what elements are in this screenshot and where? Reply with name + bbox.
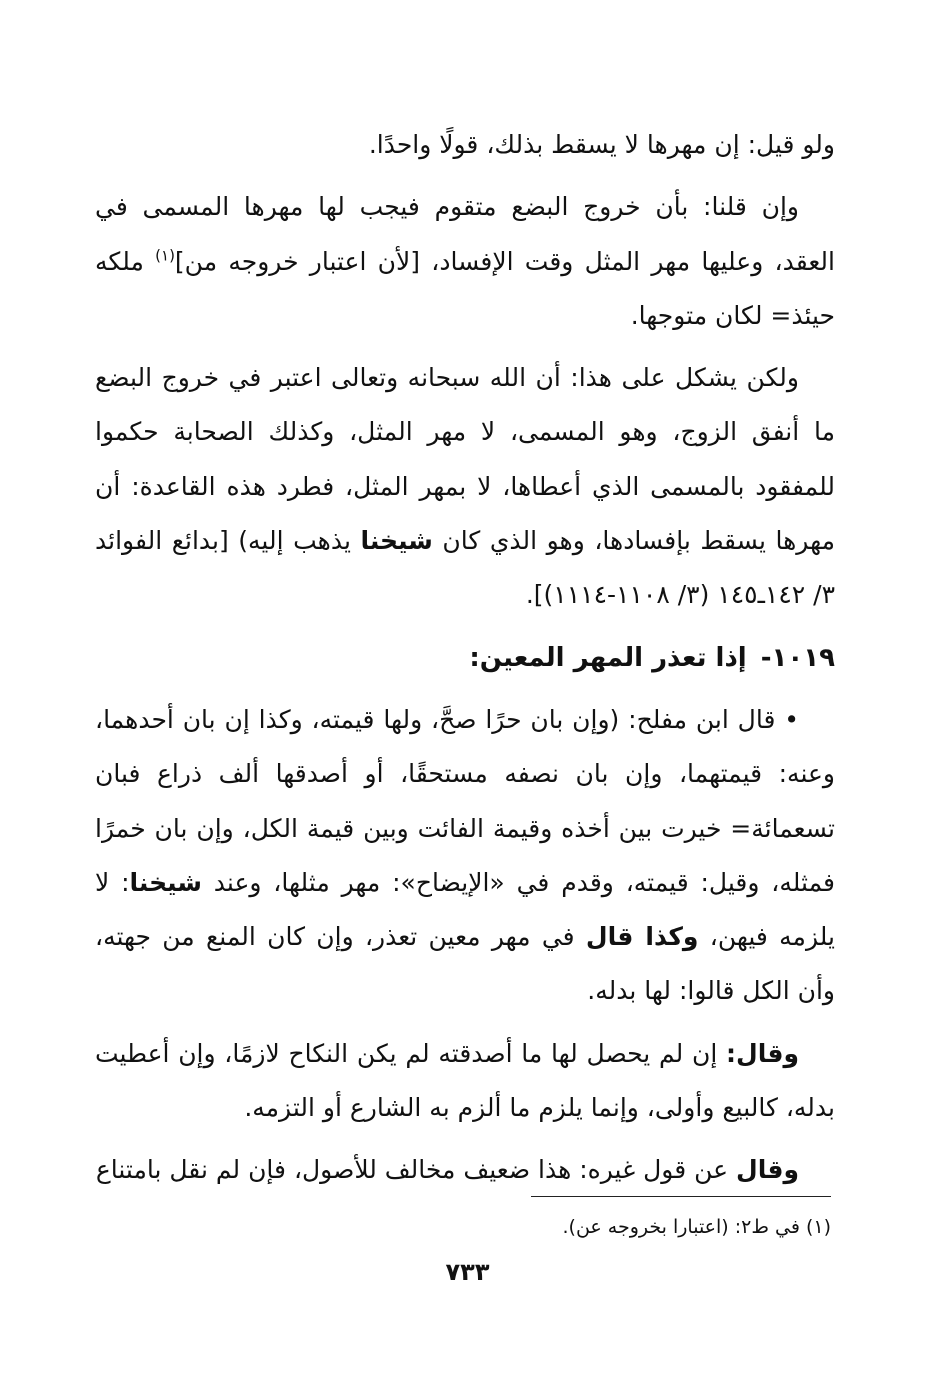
footnote-divider xyxy=(531,1196,831,1197)
paragraph-4-bold-b: وكذا قال xyxy=(585,922,699,952)
footnote-reference[interactable]: (١) xyxy=(155,246,175,265)
paragraph-4 xyxy=(95,693,835,1019)
paragraph-4-bold-a: شيخنا xyxy=(129,867,202,897)
page-number: ٧٣٣ xyxy=(445,1258,490,1286)
paragraph-5-bold: وقال: xyxy=(726,1038,799,1068)
footnote-text: (١) في ط٢: (اعتبارا بخروجه عن). xyxy=(562,1216,831,1238)
paragraph-2 xyxy=(95,180,835,343)
paragraph-3-text-a: ولكن يشكل على هذا: أن الله سبحانه وتعالى اعتبر في خروج البضع ما أنفق الزوج، وهو المسمى، لا مهر المثل، وكذلك الصحابة حكموا للمفقود بالمسمى الذي أعطاها، لا بمهر المثل، فطرد هذه القاعدة: أن مهرها يسقط بإفسادها، وهو الذي كان xyxy=(95,363,836,556)
section-title: إذا تعذر المهر المعين: xyxy=(469,642,747,673)
paragraph-2-text-b: ملكه حيئذ= لكان متوجها. xyxy=(95,246,835,330)
paragraph-6 xyxy=(95,1143,835,1197)
paragraph-4-text-c: في مهر معين تعذر، وإن كان المنع من جهته، وأن الكل قالوا: لها بدله. xyxy=(95,922,835,1006)
paragraph-5 xyxy=(95,1027,835,1136)
paragraph-1-text: ولو قيل: إن مهرها لا يسقط بذلك، قولًا واحدًا. xyxy=(368,130,835,159)
paragraph-3-text-b: يذهب إليه) [بدائع الفوائد ٣/ ١٤٢ـ١٤٥ (٣/ ١١٠٨-١١١٤)]. xyxy=(95,526,835,610)
footnote xyxy=(100,1210,831,1244)
section-heading xyxy=(95,631,835,685)
paragraph-1 xyxy=(95,118,835,172)
paragraph-4-text-b: : لا يلزمه فيهن، xyxy=(95,867,835,952)
section-number: ١٠١٩- xyxy=(760,642,835,673)
paragraph-4-text-a: • قال ابن مفلح: (وإن بان حرًا صحَّ، ولها قيمته، وكذا إن بان أحدهما، وعنه: قيمتهما، وإن بان نصفه مستحقًا، أو أصدقها ألف ذراع فبان تسعمائة= خيرت بين أخذه وقيمة الفائت وبين قيمة الكل، وإن بان خمرًا فمثله، وقيل: قيمته، وقدم في «الإيضاح»: مهر مثلها، وعند xyxy=(95,704,835,897)
paragraph-2-text-a: وإن قلنا: بأن خروج البضع متقوم فيجب لها مهرها المسمى في العقد، وعليها مهر المثل وقت الإفساد، [لأن اعتبار خروجه من] xyxy=(95,192,835,276)
main-text-block xyxy=(95,118,835,1206)
paragraph-6-text: عن قول غيره: هذا ضعيف مخالف للأصول، فإن لم نقل بامتناع xyxy=(95,1155,736,1185)
paragraph-6-bold: وقال xyxy=(736,1155,799,1185)
paragraph-3 xyxy=(95,351,835,622)
paragraph-3-bold: شيخنا xyxy=(360,526,433,556)
paragraph-5-text: إن لم يحصل لها ما أصدقته لم يكن النكاح لازمًا، وإن أعطيت بدله، كالبيع وأولى، وإنما يلزم ما ألزم به الشارع أو التزمه. xyxy=(95,1038,835,1123)
